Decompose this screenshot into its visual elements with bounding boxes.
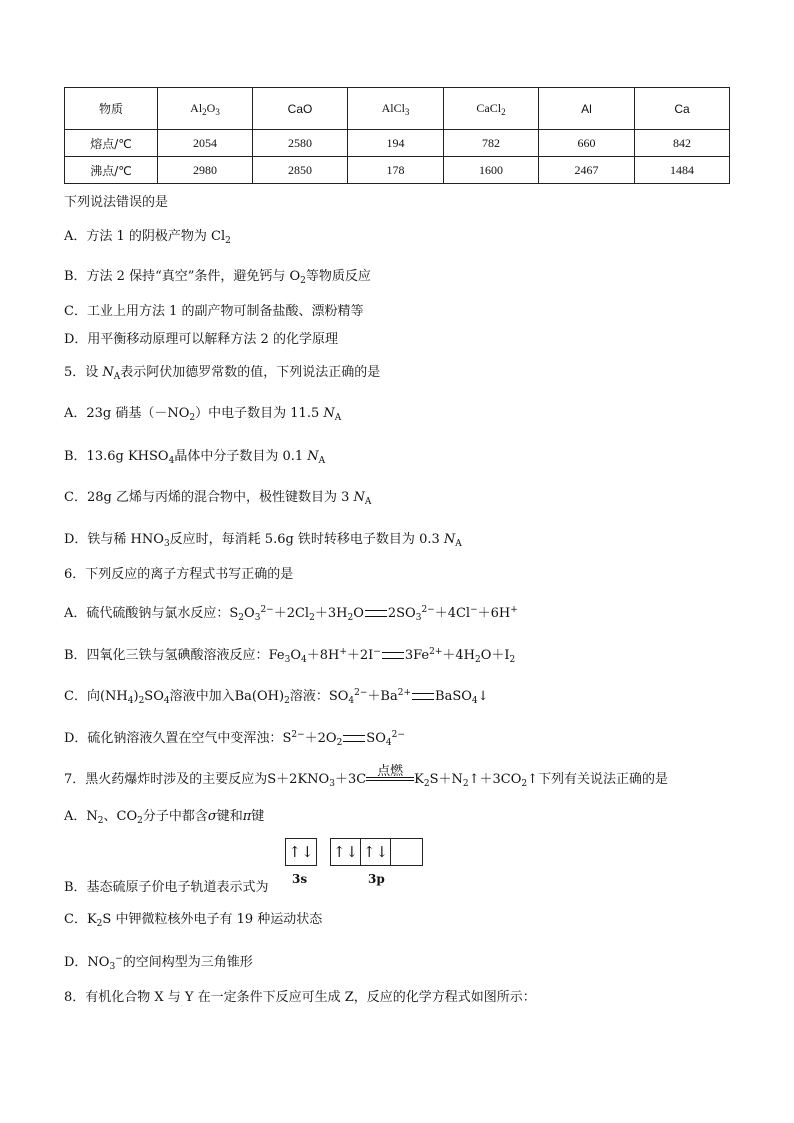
q6-option-c: C．向$(NH_4)_2SO_4$溶液中加入$Ba(OH)_2$溶液：$SO_4^{2-}+Ba^{2+}$ BaSO$_4$↓ xyxy=(64,688,489,706)
table-cell: 2980 xyxy=(158,157,253,184)
table-row-boiling xyxy=(65,157,730,184)
table-cell: 178 xyxy=(348,157,444,184)
table-cell: 2580 xyxy=(253,130,348,157)
table-cell: 1600 xyxy=(444,157,539,184)
q7-option-a: A．$N_2$、$CO_2$分子中都含σ键和π键 xyxy=(64,809,265,826)
table-header-row xyxy=(65,88,730,130)
q6-option-b: B．四氧化三铁与氢碘酸溶液反应：$Fe_3O_4+8H^++2I^-$ $3Fe^{2+}+4H_2O+I_2$ xyxy=(64,647,516,665)
q4-option-a: A．方法 1 的阴极产物为 $Cl_2$ xyxy=(64,229,231,246)
orbital-cell xyxy=(391,839,421,865)
header-cell-cao: CaO xyxy=(253,88,348,130)
q4-stem: 下列说法错误的是 xyxy=(64,195,169,210)
reaction-arrow: 点燃 xyxy=(366,774,414,786)
q6-option-d: D．硫化钠溶液久置在空气中变浑浊：$S^{2-}+2O_2$ $SO_4^{2-}$ xyxy=(64,730,405,748)
table-cell: 194 xyxy=(348,130,444,157)
q4-option-c: C．工业上用方法 1 的副产物可制备盐酸、漂粉精等 xyxy=(64,304,364,319)
q5-stem: 5．设 $N_A$表示阿伏加德罗常数的值，下列说法正确的是 xyxy=(64,365,381,382)
header-cell-al2o3: $Al_2O_3$ xyxy=(158,88,253,130)
header-cell-al: Al xyxy=(539,88,635,130)
q7-stem: 7．黑火药爆炸时涉及的主要反应为$S+2KNO_3+3C$ 点燃 $K_2S+N_2↑+3CO_2↑$下列有关说法正确的是 xyxy=(64,763,669,789)
table-cell: 2467 xyxy=(539,157,635,184)
table-row-melting xyxy=(65,130,730,157)
orbital-3p-label: 3p xyxy=(368,872,385,886)
orbital-cell: ↑↓ xyxy=(331,839,361,865)
q7-option-d: D．$NO_3^-$的空间构型为三角锥形 xyxy=(64,954,253,972)
q6-stem: 6．下列反应的离子方程式书写正确的是 xyxy=(64,567,294,582)
table-cell: 782 xyxy=(444,130,539,157)
q4-option-d: D．用平衡移动原理可以解释方法 2 的化学原理 xyxy=(64,332,338,347)
orbital-cell: ↑↓ xyxy=(361,839,391,865)
orbital-3p-box xyxy=(330,838,423,866)
header-cell-cacl2: CaCl$_2$ xyxy=(444,88,539,130)
q5-option-c: C．28g 乙烯与丙烯的混合物中，极性键数目为 3 $N_A$ xyxy=(64,490,372,507)
property-table xyxy=(64,87,730,184)
row-label: 沸点/℃ xyxy=(65,157,158,184)
row-label: 熔点/℃ xyxy=(65,130,158,157)
q7-option-c: C．$K_2S$ 中钾微粒核外电子有 19 种运动状态 xyxy=(64,912,323,929)
orbital-3s-label: 3s xyxy=(292,872,308,886)
q6-option-a: A．硫代硫酸钠与氯水反应：$S_2O_3^{2-}+2Cl_2+3H_2O$ $2SO_3^{2-}+4Cl^-+6H^+$ xyxy=(64,605,518,623)
table-cell: 660 xyxy=(539,130,635,157)
table-cell: 2054 xyxy=(158,130,253,157)
q5-option-a: A．23g 硝基$(-NO_2)$中电子数目为 11.5 $N_A$ xyxy=(64,406,342,423)
q8-stem: 8．有机化合物 X 与 Y 在一定条件下反应可生成 Z，反应的化学方程式如图所示： xyxy=(64,990,536,1005)
table-cell: 2850 xyxy=(253,157,348,184)
orbital-3s-box xyxy=(285,838,317,866)
q4-option-b: B．方法 2 保持“真空”条件，避免钙与 $O_2$等物质反应 xyxy=(64,269,371,286)
q5-option-b: B．13.6g $KHSO_4$晶体中分子数目为 0.1 $N_A$ xyxy=(64,449,326,466)
header-cell-substance: 物质 xyxy=(65,88,158,130)
q7-option-b: B．基态硫原子价电子轨道表示式为 xyxy=(64,880,269,895)
table-cell: 1484 xyxy=(635,157,730,184)
orbital-cell: ↑↓ xyxy=(288,843,314,861)
table-cell: 842 xyxy=(635,130,730,157)
header-cell-alcl3: AlCl$_3$ xyxy=(348,88,444,130)
header-cell-ca: Ca xyxy=(635,88,730,130)
q5-option-d: D．铁与稀 $HNO_3$反应时，每消耗 5.6g 铁时转移电子数目为 0.3 $N_A$ xyxy=(64,532,462,549)
